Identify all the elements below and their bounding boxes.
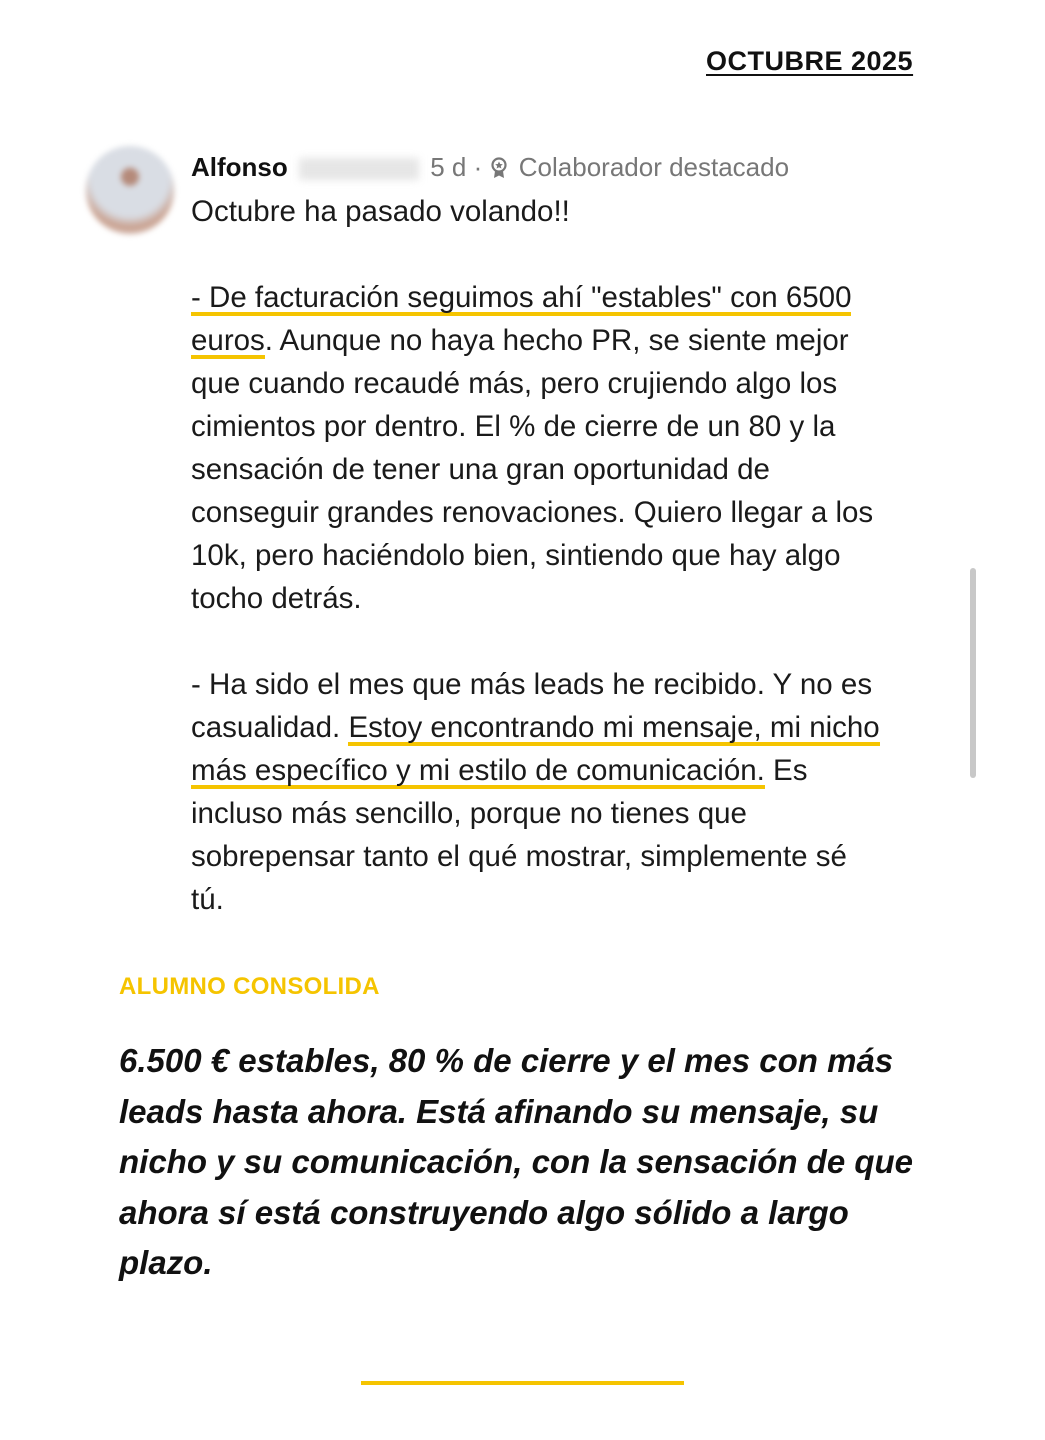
text-line xyxy=(191,491,880,534)
badge-label: Colaborador destacado xyxy=(518,152,790,182)
author-name[interactable]: Alfonso xyxy=(191,152,288,182)
summary-quote: 6.500 € estables, 80 % de cierre y el mes con más leads hasta ahora. Está afinando su mensaje, su nicho y su comunicación, con la sensación de que ahora sí está construyendo algo sólido a largo plazo. xyxy=(119,1042,914,1281)
text-line xyxy=(191,792,880,835)
text-line xyxy=(191,448,880,491)
paragraph-revenue xyxy=(191,276,880,620)
month-heading: OCTUBRE 2025 xyxy=(706,46,914,76)
text-line xyxy=(191,405,880,448)
text-segment: 10k, pero haciéndolo bien, sintiendo que hay algo xyxy=(191,539,841,572)
scrollbar[interactable] xyxy=(970,568,976,778)
text-line xyxy=(191,319,880,362)
text-segment: tocho detrás. xyxy=(191,582,362,615)
avatar[interactable] xyxy=(86,146,174,234)
text-segment: incluso más sencillo, porque no tienes que xyxy=(191,797,747,830)
text-segment: tú. xyxy=(191,883,224,916)
text-segment: conseguir grandes renovaciones. Quiero llegar a los xyxy=(191,496,874,529)
text-segment: . Aunque no haya hecho PR, se siente mejor xyxy=(264,324,849,357)
highlighted-text: euros xyxy=(191,324,265,357)
blurred-surname xyxy=(299,158,419,180)
summary-tag: ALUMNO CONSOLIDA xyxy=(119,973,380,1000)
text-line xyxy=(191,835,880,878)
text-line xyxy=(191,878,880,921)
text-segment: sensación de tener una gran oportunidad de xyxy=(191,453,770,486)
text-line xyxy=(191,663,880,706)
paragraph-leads xyxy=(191,663,880,921)
highlighted-text: - De facturación seguimos ahí "estables" con 6500 xyxy=(191,281,852,314)
highlighted-text: más específico y mi estilo de comunicación. xyxy=(191,754,765,787)
award-badge-icon xyxy=(490,155,508,177)
meta-separator: · xyxy=(473,152,483,182)
text-line xyxy=(191,534,880,577)
text-segment: Es xyxy=(764,754,808,787)
post-meta xyxy=(191,152,789,183)
text-segment: - Ha sido el mes que más leads he recibido. Y no es xyxy=(191,668,873,701)
text-line xyxy=(191,577,880,620)
text-line xyxy=(191,362,880,405)
post-age: 5 d xyxy=(430,152,467,182)
post-title: Octubre ha pasado volando!! xyxy=(191,195,570,228)
text-segment: casualidad. xyxy=(191,711,349,744)
text-line xyxy=(191,749,880,792)
text-line xyxy=(191,276,880,319)
text-segment: sobrepensar tanto el qué mostrar, simplemente sé xyxy=(191,840,847,873)
text-segment: cimientos por dentro. El % de cierre de un 80 y la xyxy=(191,410,836,443)
text-line xyxy=(191,706,880,749)
divider xyxy=(361,1381,684,1385)
post-body xyxy=(191,190,880,921)
text-segment: que cuando recaudé más, pero crujiendo algo los xyxy=(191,367,838,400)
highlighted-text: Estoy encontrando mi mensaje, mi nicho xyxy=(348,711,880,744)
